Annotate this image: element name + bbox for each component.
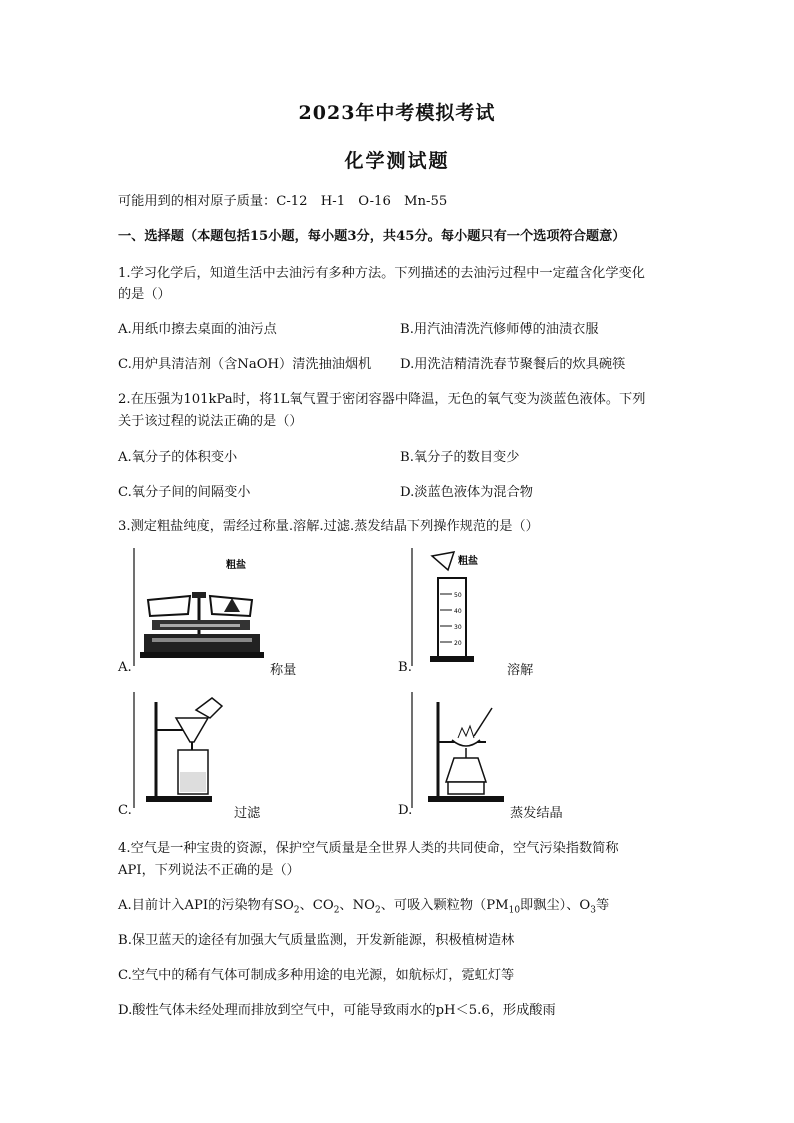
q4-a-sub-2: 2 — [333, 905, 340, 916]
scale-30: 30 — [454, 624, 462, 631]
exam-title: 2023年中考模拟考试 — [298, 102, 496, 124]
balance-label: 粗盐 — [226, 560, 246, 571]
q1-stem-line1: 1.学习化学后，知道生活中去油污有多种方法。下列描述的去油污过程中一定蕴含化学变化 — [118, 266, 645, 281]
q3-stem: 3.测定粗盐纯度，需经过称量.溶解.过滤.蒸发结晶下列操作规范的是（） — [118, 519, 539, 534]
q3-option-d-label: D. — [398, 803, 413, 818]
q2-option-d: D.淡蓝色液体为混合物 — [400, 485, 533, 500]
q1-option-c: C.用炉具清洁剂（含NaOH）清洗抽油烟机 — [118, 357, 372, 372]
q3-option-d-caption: 蒸发结晶 — [510, 806, 563, 821]
exam-subtitle: 化学测试题 — [344, 150, 450, 172]
filtration-figure — [130, 692, 240, 810]
scale-40: 40 — [454, 608, 462, 615]
q3-option-b-label: B. — [398, 660, 412, 675]
q4-a-text-5: 即飘尘）、O — [520, 898, 591, 913]
q3-option-c-caption: 过滤 — [234, 806, 261, 821]
evaporation-figure — [408, 692, 508, 810]
atomic-masses-note: 可能用到的相对原子质量：C-12 H-1 O-16 Mn-55 — [118, 194, 448, 209]
q4-a-text-4: 、可吸入颗粒物（PM — [380, 898, 509, 913]
q2-option-a: A.氧分子的体积变小 — [118, 450, 238, 465]
scale-50: 50 — [454, 592, 462, 599]
q4-stem-line1: 4.空气是一种宝贵的资源，保护空气质量是全世界人类的共同使命，空气污染指数简称 — [118, 841, 619, 856]
q4-a-sub-4: 10 — [508, 905, 521, 916]
q4-a-sub-3: 2 — [374, 905, 381, 916]
scale-20: 20 — [454, 640, 462, 647]
q2-option-b: B.氧分子的数目变少 — [400, 450, 520, 465]
q3-option-a-label: A. — [118, 660, 132, 675]
q2-option-c: C.氧分子间的间隔变小 — [118, 485, 251, 500]
cylinder-label: 粗盐 — [458, 556, 478, 567]
q1-option-b: B.用汽油清洗汽修师傅的油渍衣服 — [400, 322, 599, 337]
q4-option-c: C.空气中的稀有气体可制成多种用途的电光源，如航标灯，霓虹灯等 — [118, 968, 515, 983]
q4-a-text-6: 等 — [595, 898, 610, 913]
q2-stem-line2: 关于该过程的说法正确的是（） — [118, 414, 303, 429]
section-heading: 一、选择题（本题包括15小题，每小题3分，共45分。每小题只有一个选项符合题意） — [118, 229, 626, 244]
q4-option-b: B.保卫蓝天的途径有加强大气质量监测，开发新能源，积极植树造林 — [118, 933, 515, 948]
q3-option-a-caption: 称量 — [270, 663, 297, 678]
q3-option-b-caption: 溶解 — [507, 663, 534, 678]
q4-option-a — [118, 894, 609, 916]
q1-option-a: A.用纸巾擦去桌面的油污点 — [118, 322, 277, 337]
q1-option-d: D.用洗洁精清洗春节聚餐后的炊具碗筷 — [400, 357, 626, 372]
balance-figure — [130, 548, 270, 668]
q4-a-text-2: 、CO — [299, 898, 334, 913]
q4-a-text-3: 、NO — [339, 898, 375, 913]
q4-a-sub-5: 3 — [590, 905, 596, 916]
q4-a-text-1: A.目前计入API的污染物有SO — [118, 898, 294, 913]
graduated-cylinder-figure — [408, 548, 498, 668]
q4-a-sub-1: 2 — [293, 905, 300, 916]
q4-stem-line2: API，下列说法不正确的是（） — [118, 863, 300, 878]
q4-option-d: D.酸性气体未经处理而排放到空气中，可能导致雨水的pH＜5.6，形成酸雨 — [118, 1003, 556, 1018]
q3-option-c-label: C. — [118, 803, 132, 818]
q1-stem-line2: 的是（） — [118, 287, 171, 302]
q2-stem-line1: 2.在压强为101kPa时，将1L氧气置于密闭容器中降温，无色的氧气变为淡蓝色液体。下列 — [118, 392, 646, 407]
